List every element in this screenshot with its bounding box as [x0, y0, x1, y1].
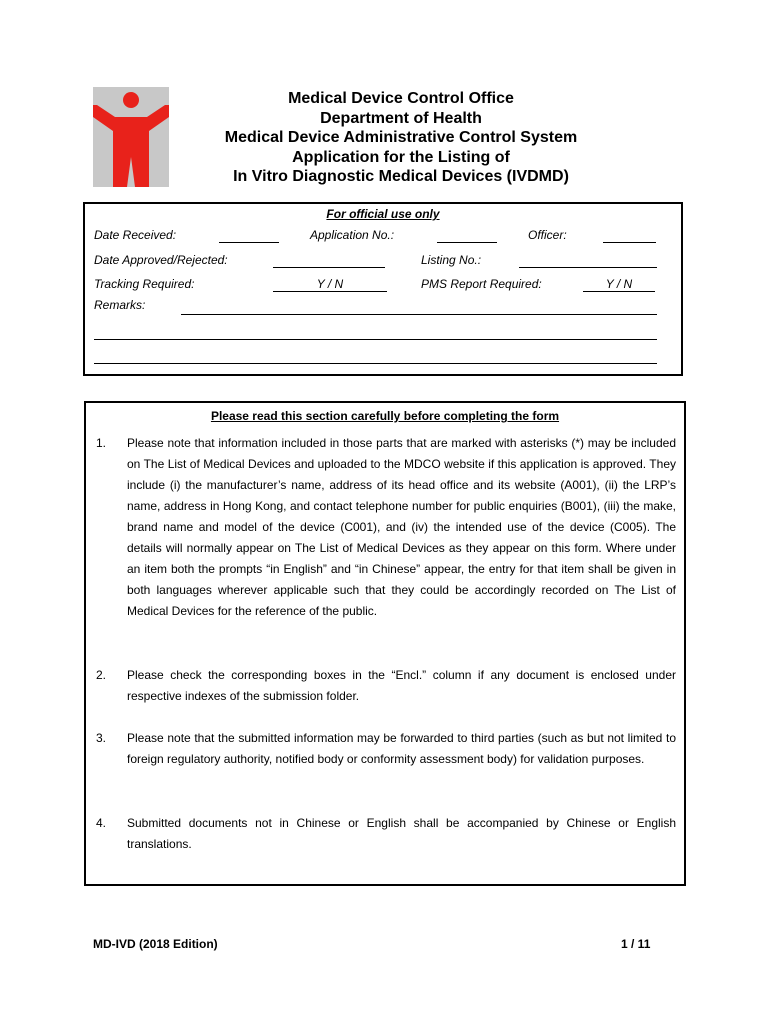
title-line-3: Medical Device Administrative Control System — [224, 129, 578, 146]
instructions-heading: Please read this section carefully before completing the form — [210, 409, 560, 423]
official-use-box — [83, 202, 683, 376]
date-approved-label: Date Approved/Rejected: — [94, 253, 228, 267]
page-number: 1 / 11 — [621, 937, 651, 951]
instruction-item — [96, 813, 676, 855]
remarks-line-1[interactable] — [181, 314, 657, 315]
application-no-label: Application No.: — [310, 228, 395, 242]
instruction-number: 2. — [96, 668, 107, 682]
pms-report-label: PMS Report Required: — [421, 277, 542, 291]
instruction-item — [96, 665, 676, 707]
remarks-line-3[interactable] — [94, 363, 657, 364]
tracking-required-label: Tracking Required: — [94, 277, 195, 291]
title-line-4: Application for the Listing of — [292, 148, 510, 166]
title-line-5: In Vitro Diagnostic Medical Devices (IVDMD) — [233, 168, 569, 185]
date-received-label: Date Received: — [94, 228, 177, 242]
remarks-line-2[interactable] — [94, 339, 657, 340]
logo-head — [123, 92, 139, 108]
instruction-number: 3. — [96, 731, 107, 745]
tracking-required-field[interactable]: Y / N — [273, 277, 387, 292]
instruction-text: Please note that the submitted information may be forwarded to third parties (such as but not limited to foreign regulatory authority, notified body or conformity assessment body) for validation purposes. — [127, 731, 676, 766]
department-of-health-logo-icon — [93, 87, 169, 187]
title-line-2: Department of Health — [320, 109, 482, 127]
date-approved-field[interactable] — [273, 267, 385, 268]
officer-label: Officer: — [528, 228, 567, 242]
instruction-item — [96, 728, 676, 770]
listing-no-field[interactable] — [519, 267, 657, 268]
date-received-field[interactable] — [219, 242, 279, 243]
listing-no-label: Listing No.: — [421, 253, 482, 267]
instruction-item — [96, 433, 676, 622]
officer-field[interactable] — [603, 242, 656, 243]
form-title — [186, 89, 616, 187]
instruction-text: Submitted documents not in Chinese or English shall be accompanied by Chinese or English translations. — [127, 816, 676, 851]
remarks-label: Remarks: — [94, 298, 146, 312]
application-no-field[interactable] — [437, 242, 497, 243]
title-line-1: Medical Device Control Office — [288, 90, 514, 107]
instruction-text: Please check the corresponding boxes in the “Encl.” column if any document is enclosed under respective indexes of the submission folder. — [127, 668, 676, 703]
form-edition: MD-IVD (2018 Edition) — [93, 937, 218, 951]
pms-report-field[interactable]: Y / N — [583, 277, 655, 292]
instruction-number: 4. — [96, 816, 107, 830]
instruction-number: 1. — [96, 436, 107, 450]
official-use-heading: For official use only — [326, 207, 440, 221]
instruction-text: Please note that information included in those parts that are marked with asterisks (*) may be included on The List of Medical Devices and uploaded to the MDCO website if this application is approved. They include (i) the manufacturer’s name, address of its head office and its website (A001), (ii) the LRP’s name, address in Hong Kong, and contact telephone number for public enquiries (B001), (iii) the make, brand name and model of the device (C001), and (iv) the intended use of the device (C005). The details will normally appear on The List of Medical Devices as they appear on this form. Where under an item both the prompts “in English” and “in Chinese” appear, the entry for that item shall be given in both languages wherever applicable such that they could be accordingly recorded on The List of Medical Devices for the reference of the public. — [127, 436, 676, 618]
instructions-box — [84, 401, 686, 886]
